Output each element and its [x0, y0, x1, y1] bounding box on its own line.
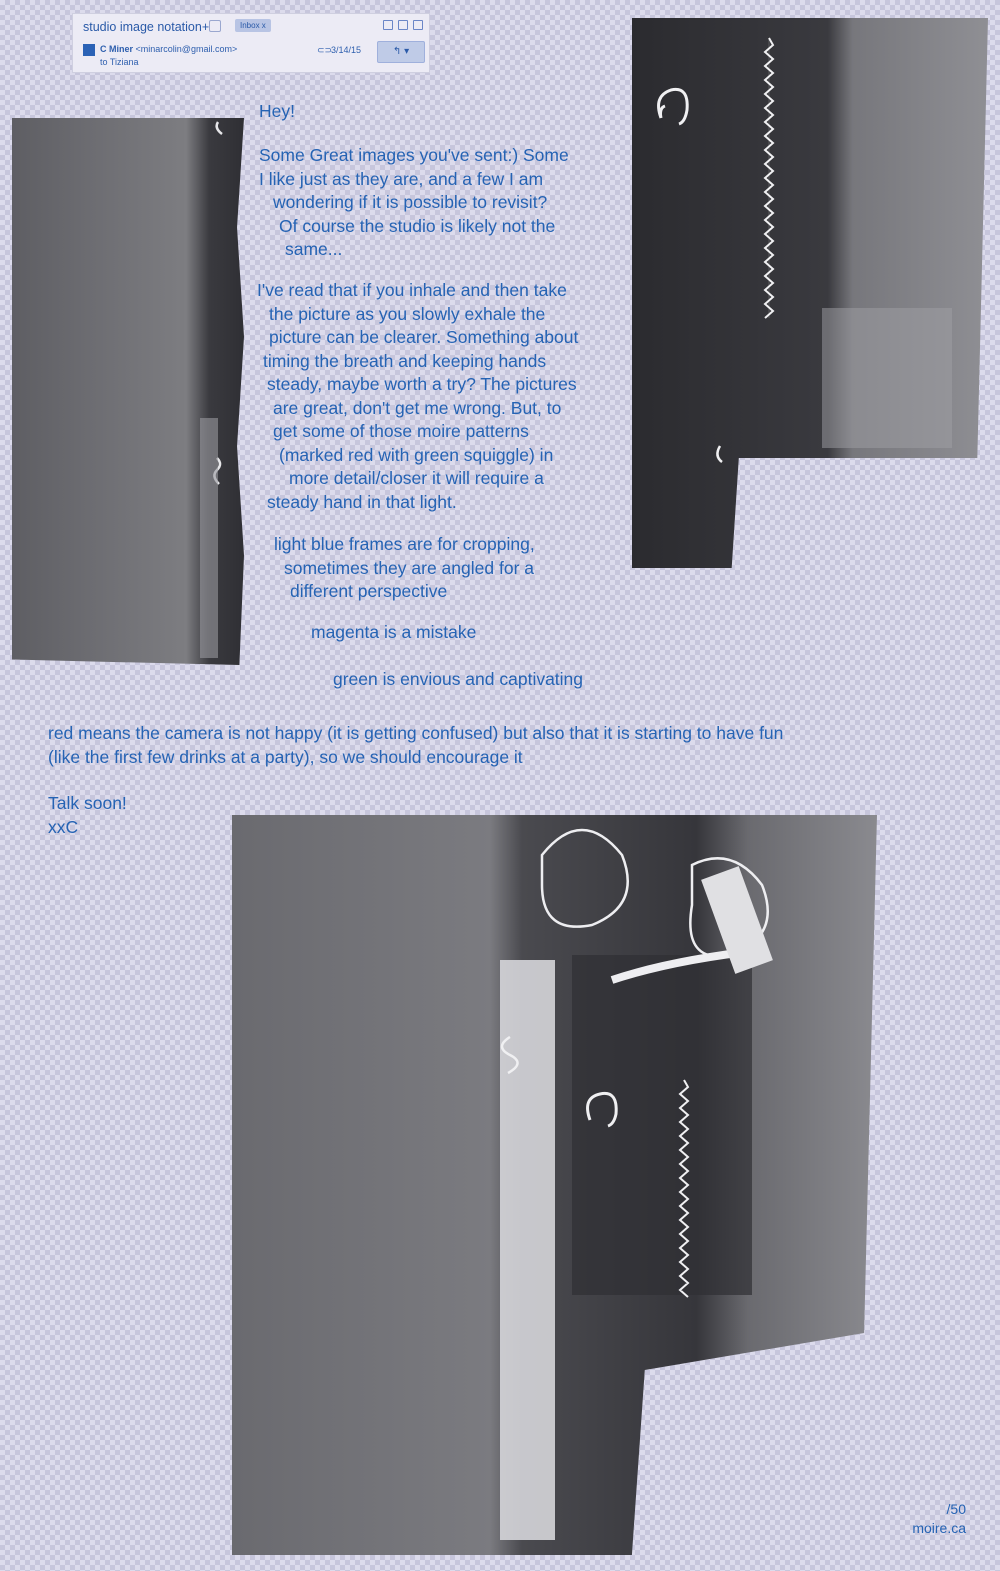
sender-email: <minarcolin@gmail.com>: [135, 44, 238, 54]
photo-bottom-fabric-collage: [232, 815, 877, 1555]
signature: xxC: [48, 817, 79, 837]
avatar: [83, 44, 95, 56]
text-line: different perspective: [290, 581, 448, 601]
email-toolbar: [383, 20, 423, 30]
recipient[interactable]: to Tiziana: [100, 57, 139, 67]
paragraph-images: [259, 144, 569, 262]
text-line: (like the first few drinks at a party), so we should encourage it: [48, 746, 523, 767]
inbox-label[interactable]: Inbox x: [235, 19, 271, 32]
text-line: Some Great images you've sent:) Some: [259, 145, 569, 165]
red-note: [48, 722, 783, 769]
text-line: timing the breath and keeping hands: [263, 350, 547, 371]
text-line: steady hand in that light.: [267, 491, 457, 512]
page-number: /50: [946, 1501, 966, 1517]
text-line: red means the camera is not happy (it is getting confused) but also that it is starting to have fun: [48, 723, 784, 743]
signoff: Talk soon!: [48, 793, 127, 813]
text-line: wondering if it is possible to revisit?: [273, 192, 548, 212]
photo-left-fabric: [12, 118, 244, 665]
email-header: [72, 13, 430, 73]
text-line: same...: [285, 239, 343, 259]
sender-name: C Miner: [100, 44, 134, 54]
print-icon[interactable]: [383, 20, 393, 30]
text-line: more detail/closer it will require a: [289, 468, 544, 488]
text-line: are great, don't get me wrong. But, to: [273, 397, 562, 418]
expand-icon[interactable]: [413, 20, 423, 30]
new-window-icon[interactable]: [398, 20, 408, 30]
text-line: get some of those moire patterns: [273, 421, 529, 441]
photo-right-fabric: [632, 18, 988, 568]
magenta-note: magenta is a mistake: [311, 622, 477, 642]
site-url[interactable]: moire.ca: [912, 1520, 966, 1536]
greeting: Hey!: [259, 101, 295, 121]
text-line: steady, maybe worth a try? The pictures: [267, 374, 577, 394]
star-icon[interactable]: [209, 20, 221, 32]
text-line: I like just as they are, and a few I am: [259, 168, 544, 189]
text-line: (marked red with green squiggle) in: [279, 444, 554, 465]
sender: [100, 44, 237, 54]
text-line: picture can be clearer. Something about: [269, 327, 579, 347]
text-line: I've read that if you inhale and then take: [257, 280, 567, 300]
text-line: Of course the studio is likely not the: [279, 215, 556, 236]
reply-button[interactable]: ↰ ▾: [377, 41, 425, 63]
green-note: green is envious and captivating: [333, 669, 584, 689]
text-line: the picture as you slowly exhale the: [269, 303, 546, 324]
email-date: 3/14/15: [331, 45, 362, 55]
text-line: sometimes they are angled for a: [284, 557, 534, 578]
email-subject: studio image notation+: [83, 20, 210, 34]
paragraph-breath: [257, 279, 578, 514]
attachment-icon: ⊂⊃: [317, 45, 333, 55]
paragraph-light-blue: [274, 533, 535, 604]
text-line: light blue frames are for cropping,: [274, 534, 535, 554]
